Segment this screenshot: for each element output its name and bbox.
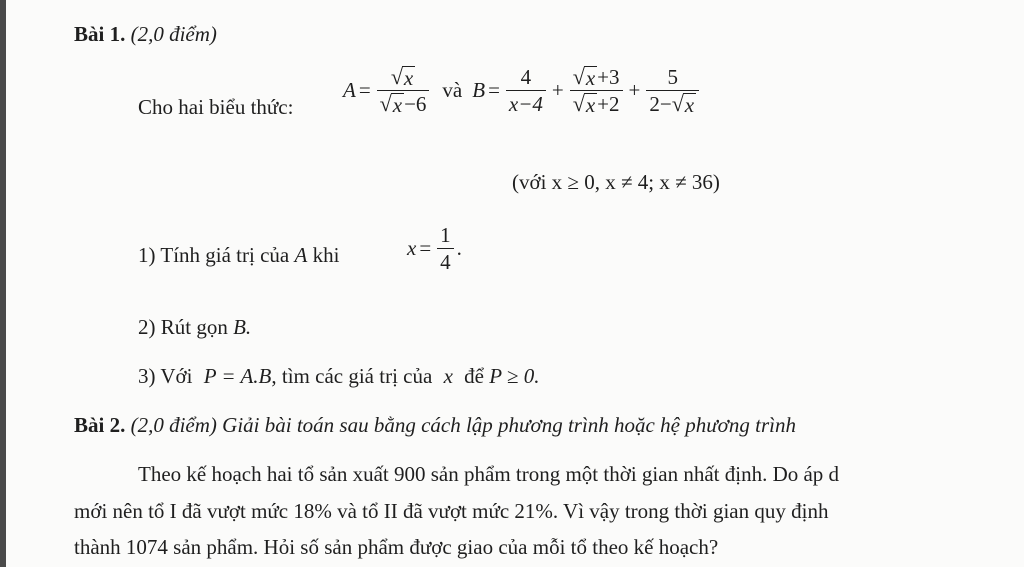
expr-b-term1: $\frac{4}{x-4}$: [506, 64, 546, 117]
bai2-description: (2,0 điểm) Giải bài toán sau bằng cách lập phương trình hoặc hệ phương trình: [130, 413, 796, 437]
expression-line: [343, 64, 702, 117]
and-word: và: [442, 78, 463, 102]
question-3: 3) Với P = A.B, tìm các giá trị của x để P ≥ 0.: [138, 364, 540, 388]
expr-b-term3: 5 2− √ x: [646, 64, 699, 117]
fraction-one-quarter: $\frac{1}{4}$: [437, 222, 454, 275]
expr-a-equals: =: [358, 78, 371, 102]
sqrt-x: √ x: [572, 91, 596, 117]
question-2: 2) Rút gọn B.: [138, 315, 252, 339]
plus-sign: +: [628, 78, 641, 102]
bai2-paragraph-line-1: Theo kế hoạch hai tổ sản xuất 900 sản phẩm trong một thời gian nhất định. Do áp d: [138, 462, 840, 486]
bai2-paragraph-line-3: thành 1074 sản phẩm. Hỏi số sản phẩm được giao của mỗi tổ theo kế hoạch?: [74, 535, 719, 559]
sqrt-x: √ x: [390, 64, 414, 90]
domain-condition: (với x ≥ 0, x ≠ 4; x ≠ 36): [512, 170, 720, 194]
sqrt-x: √ x: [379, 91, 403, 117]
bai2-paragraph-line-2: mới nên tổ I đã vượt mức 18% và tổ II đã vượt mức 21%. Vì vậy trong thời gian quy định: [74, 499, 829, 523]
expr-b-label: B: [472, 78, 486, 102]
bai1-points: (2,0 điểm): [130, 22, 217, 46]
question-1-formula: x = $\frac{1}{4}$ .: [407, 223, 462, 274]
sqrt-x: √ x: [671, 91, 695, 117]
bai1-heading-line: [74, 20, 217, 48]
page-edge: [0, 0, 6, 567]
bai1-heading: Bài 1.: [74, 22, 126, 46]
expr-b-term2: √ x +3 √ x +2: [570, 64, 623, 117]
expr-a-fraction: √ x √ x −6: [377, 64, 430, 117]
plus-sign: +: [551, 78, 564, 102]
expr-b-equals: =: [488, 78, 500, 102]
question-1-text: 1) Tính giá trị của A khi: [138, 243, 340, 267]
bai1-intro: Cho hai biểu thức:: [138, 95, 294, 119]
bai2-heading-line: [74, 411, 796, 439]
expr-a-label: A: [343, 78, 356, 102]
sqrt-x: √ x: [572, 64, 596, 90]
bai2-heading: Bài 2.: [74, 413, 126, 437]
